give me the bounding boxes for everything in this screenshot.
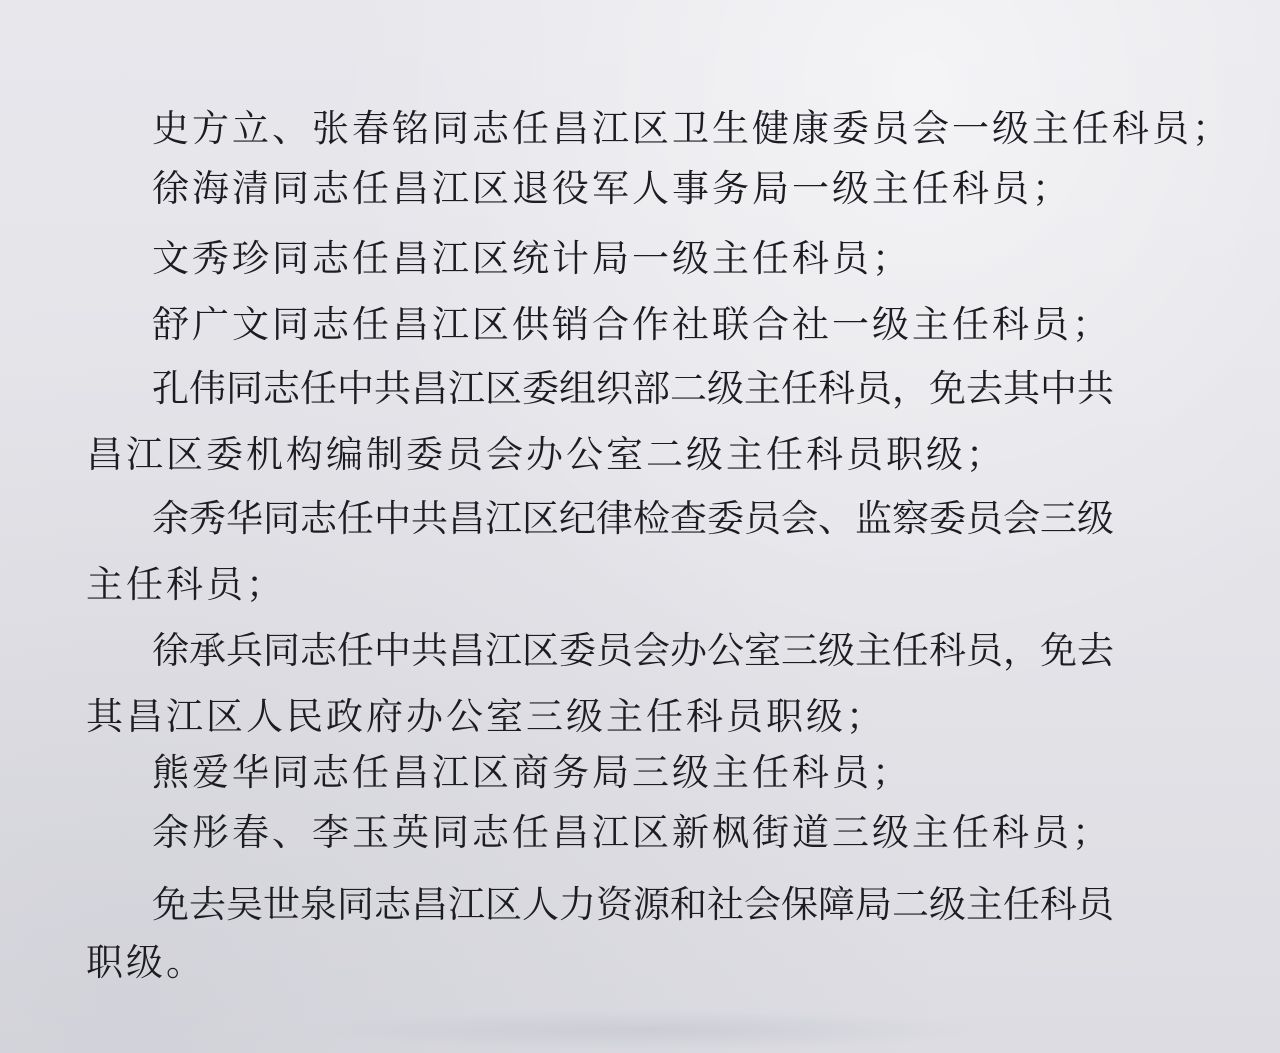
paragraph-line: 孔伟同志任中共昌江区委组织部二级主任科员，免去其中共 [152, 367, 1114, 410]
paragraph-line: 其昌江区人民政府办公室三级主任科员职级； [86, 695, 886, 738]
paragraph-line: 熊爱华同志任昌江区商务局三级主任科员； [152, 751, 912, 794]
paragraph-line: 舒广文同志任昌江区供销合作社联合社一级主任科员； [152, 303, 1112, 346]
paragraph-line: 文秀珍同志任昌江区统计局一级主任科员； [152, 237, 912, 280]
paragraph-line: 主任科员； [86, 563, 286, 606]
paragraph-line: 职级。 [86, 941, 206, 984]
paragraph-line: 徐海清同志任昌江区退役军人事务局一级主任科员； [152, 167, 1072, 210]
paragraph-line: 昌江区委机构编制委员会办公室二级主任科员职级； [86, 433, 1006, 476]
paragraph-line: 余彤春、李玉英同志任昌江区新枫街道三级主任科员； [152, 811, 1112, 854]
paragraph-line: 史方立、张春铭同志任昌江区卫生健康委员会一级主任科员； [152, 107, 1232, 150]
paper-shadow [300, 1010, 1000, 1050]
paragraph-line: 徐承兵同志任中共昌江区委员会办公室三级主任科员，免去 [152, 629, 1114, 672]
paragraph-line: 免去吴世泉同志昌江区人力资源和社会保障局二级主任科员 [152, 883, 1114, 926]
paragraph-line: 余秀华同志任中共昌江区纪律检查委员会、监察委员会三级 [152, 497, 1114, 540]
